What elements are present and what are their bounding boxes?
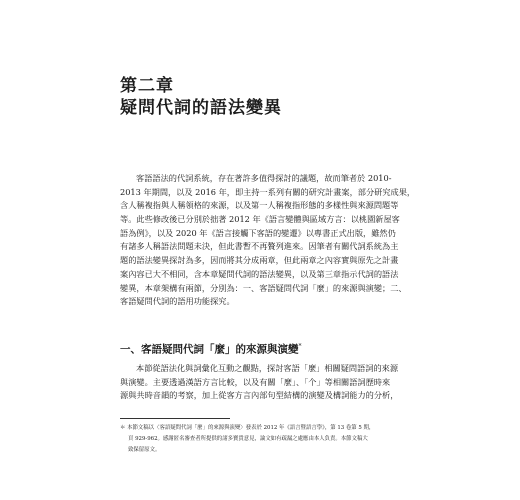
intro-line: 案內容已大不相同，含本章疑問代詞的語法變異，以及第三章指示代詞的語法 (120, 268, 399, 279)
section-line: 本節從語法化與詞彙化互動之觀點，探討客語「麼」相關疑問語詞的來源 (136, 363, 399, 373)
intro-line: 語為例》，以及 2020 年《語言接觸下客語的變遷》以專書正式出版，雖然仍 (120, 227, 396, 238)
footnote (120, 423, 410, 456)
section-line: 與演變。主要透過漢語方言比較，以及有關「麼」、「个」等相關語詞歷時來 (120, 376, 391, 387)
footnote-line: 致保留原文。 (128, 447, 161, 453)
intro-line: 2013 年期間，以及 2016 年，即主持一系列有關的研究計畫案，部分研究成果， (120, 186, 416, 197)
section-line: 源與共時音韻的考察，加上從客方言內部句型結構的演變及構詞能力的分析， (120, 390, 399, 401)
section-heading-text: 一、客語疑問代詞「麼」的來源與演變 (120, 343, 299, 356)
intro-line: 客語疑問代詞的語用功能探究。 (120, 296, 235, 307)
chapter-title: 疑問代詞的語法變異 (120, 98, 282, 118)
intro-line: 有諸多人稱語法問題未決，但此書暫不再贅列進來。因筆者有關代詞系統為主 (120, 241, 399, 252)
footnote-divider (120, 418, 230, 419)
intro-paragraph (120, 172, 416, 309)
intro-line: 變異，本章架構有兩節，分別為：一、客語疑問代詞「麼」的來源與演變；二、 (120, 282, 407, 293)
footnote-line: ＊ 本節文稿以〈客語疑問代詞「麼」的來源與演變〉發表於 2012 年《語言暨語言學》，第 13 卷第 5 期， (120, 425, 375, 431)
footnote-line: 頁 929-962。感謝匿名審查者所提供的諸多寶貴意見，論文如有疏漏之處應由本人負責。本節文稿大 (128, 436, 368, 442)
footnote-reference-mark: * (298, 343, 302, 350)
intro-line: 含人稱複指與人稱領格的來源，以及第一人稱複指形態的多樣性與來源問題等 (120, 200, 399, 211)
intro-line: 等。此些修改後已分別於拙著 2012 年《語言變體與區域方言：以桃園新屋客 (120, 214, 400, 225)
section-paragraph (120, 362, 409, 403)
intro-line: 客語語法的代詞系統，存在著許多值得探討的議題，故而筆者於 2010- (136, 173, 392, 183)
section-heading (120, 340, 302, 357)
intro-line: 題的語法變異探討為多，因而將其分成兩章，但此兩章之內容實與原先之計畫 (120, 255, 399, 266)
chapter-label: 第二章 (120, 76, 174, 96)
